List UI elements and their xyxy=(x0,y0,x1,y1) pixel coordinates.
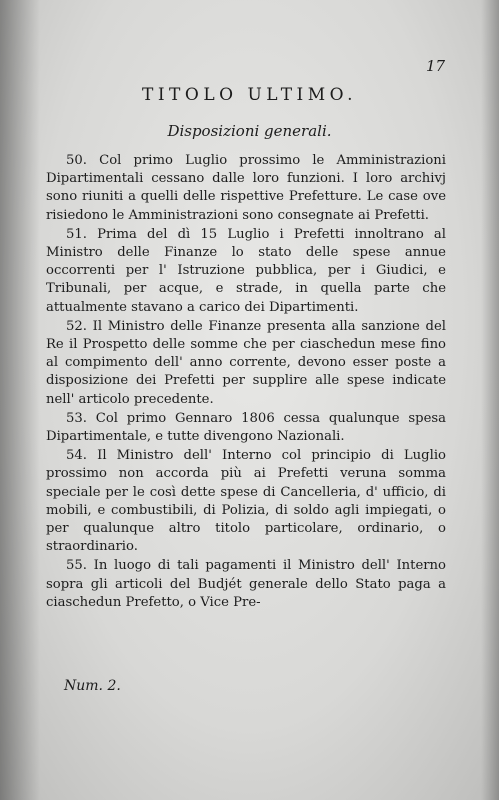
article-53: 53. Col primo Gennaro 1806 cessa qualunque spesa Dipartimentale, e tutte divengono Nazionali. xyxy=(46,410,446,445)
document-body xyxy=(46,152,446,612)
section-title: TITOLO ULTIMO. xyxy=(142,85,357,105)
page-number: 17 xyxy=(426,57,446,75)
signature-mark: Num. 2. xyxy=(64,678,121,694)
article-55: 55. In luogo di tali pagamenti il Ministro dell' Interno sopra gli articoli del Budjét generale dello Stato paga a ciaschedun Prefetto, o Vice Pre- xyxy=(46,558,446,610)
article-54: 54. Il Ministro dell' Interno col principio di Luglio prossimo non accorda più ai Prefetti veruna somma speciale per le così dette spese di Cancelleria, d' ufficio, di mobili, e combustibili, di Polizia, di soldo agli impiegati, o per qualunque altro titolo particolare, ordinario, o straordinario. xyxy=(46,448,446,555)
article-51: 51. Prima del dì 15 Luglio i Prefetti innoltrano al Ministro delle Finanze lo stato delle spese annue occorrenti per l' Istruzione pubblica, per i Giudici, e Tribunali, per acque, e strade, in quella parte che attualmente stavano a carico dei Dipartimenti. xyxy=(46,226,446,315)
article-50: 50. Col primo Luglio prossimo le Amministrazioni Dipartimentali cessano dalle loro funzioni. I loro archivj sono riuniti a quelli delle rispettive Prefetture. Le case ove risiedono le Amministrazioni sono consegnate ai Prefetti. xyxy=(46,153,446,223)
section-subtitle: Disposizioni generali. xyxy=(167,122,332,140)
article-52: 52. Il Ministro delle Finanze presenta alla sanzione del Re il Prospetto delle somme che per ciaschedun mese fino al compimento dell' anno corrente, devono esser poste a disposizione dei Prefetti per supplire alle spese indicate nell' articolo precedente. xyxy=(46,318,446,407)
